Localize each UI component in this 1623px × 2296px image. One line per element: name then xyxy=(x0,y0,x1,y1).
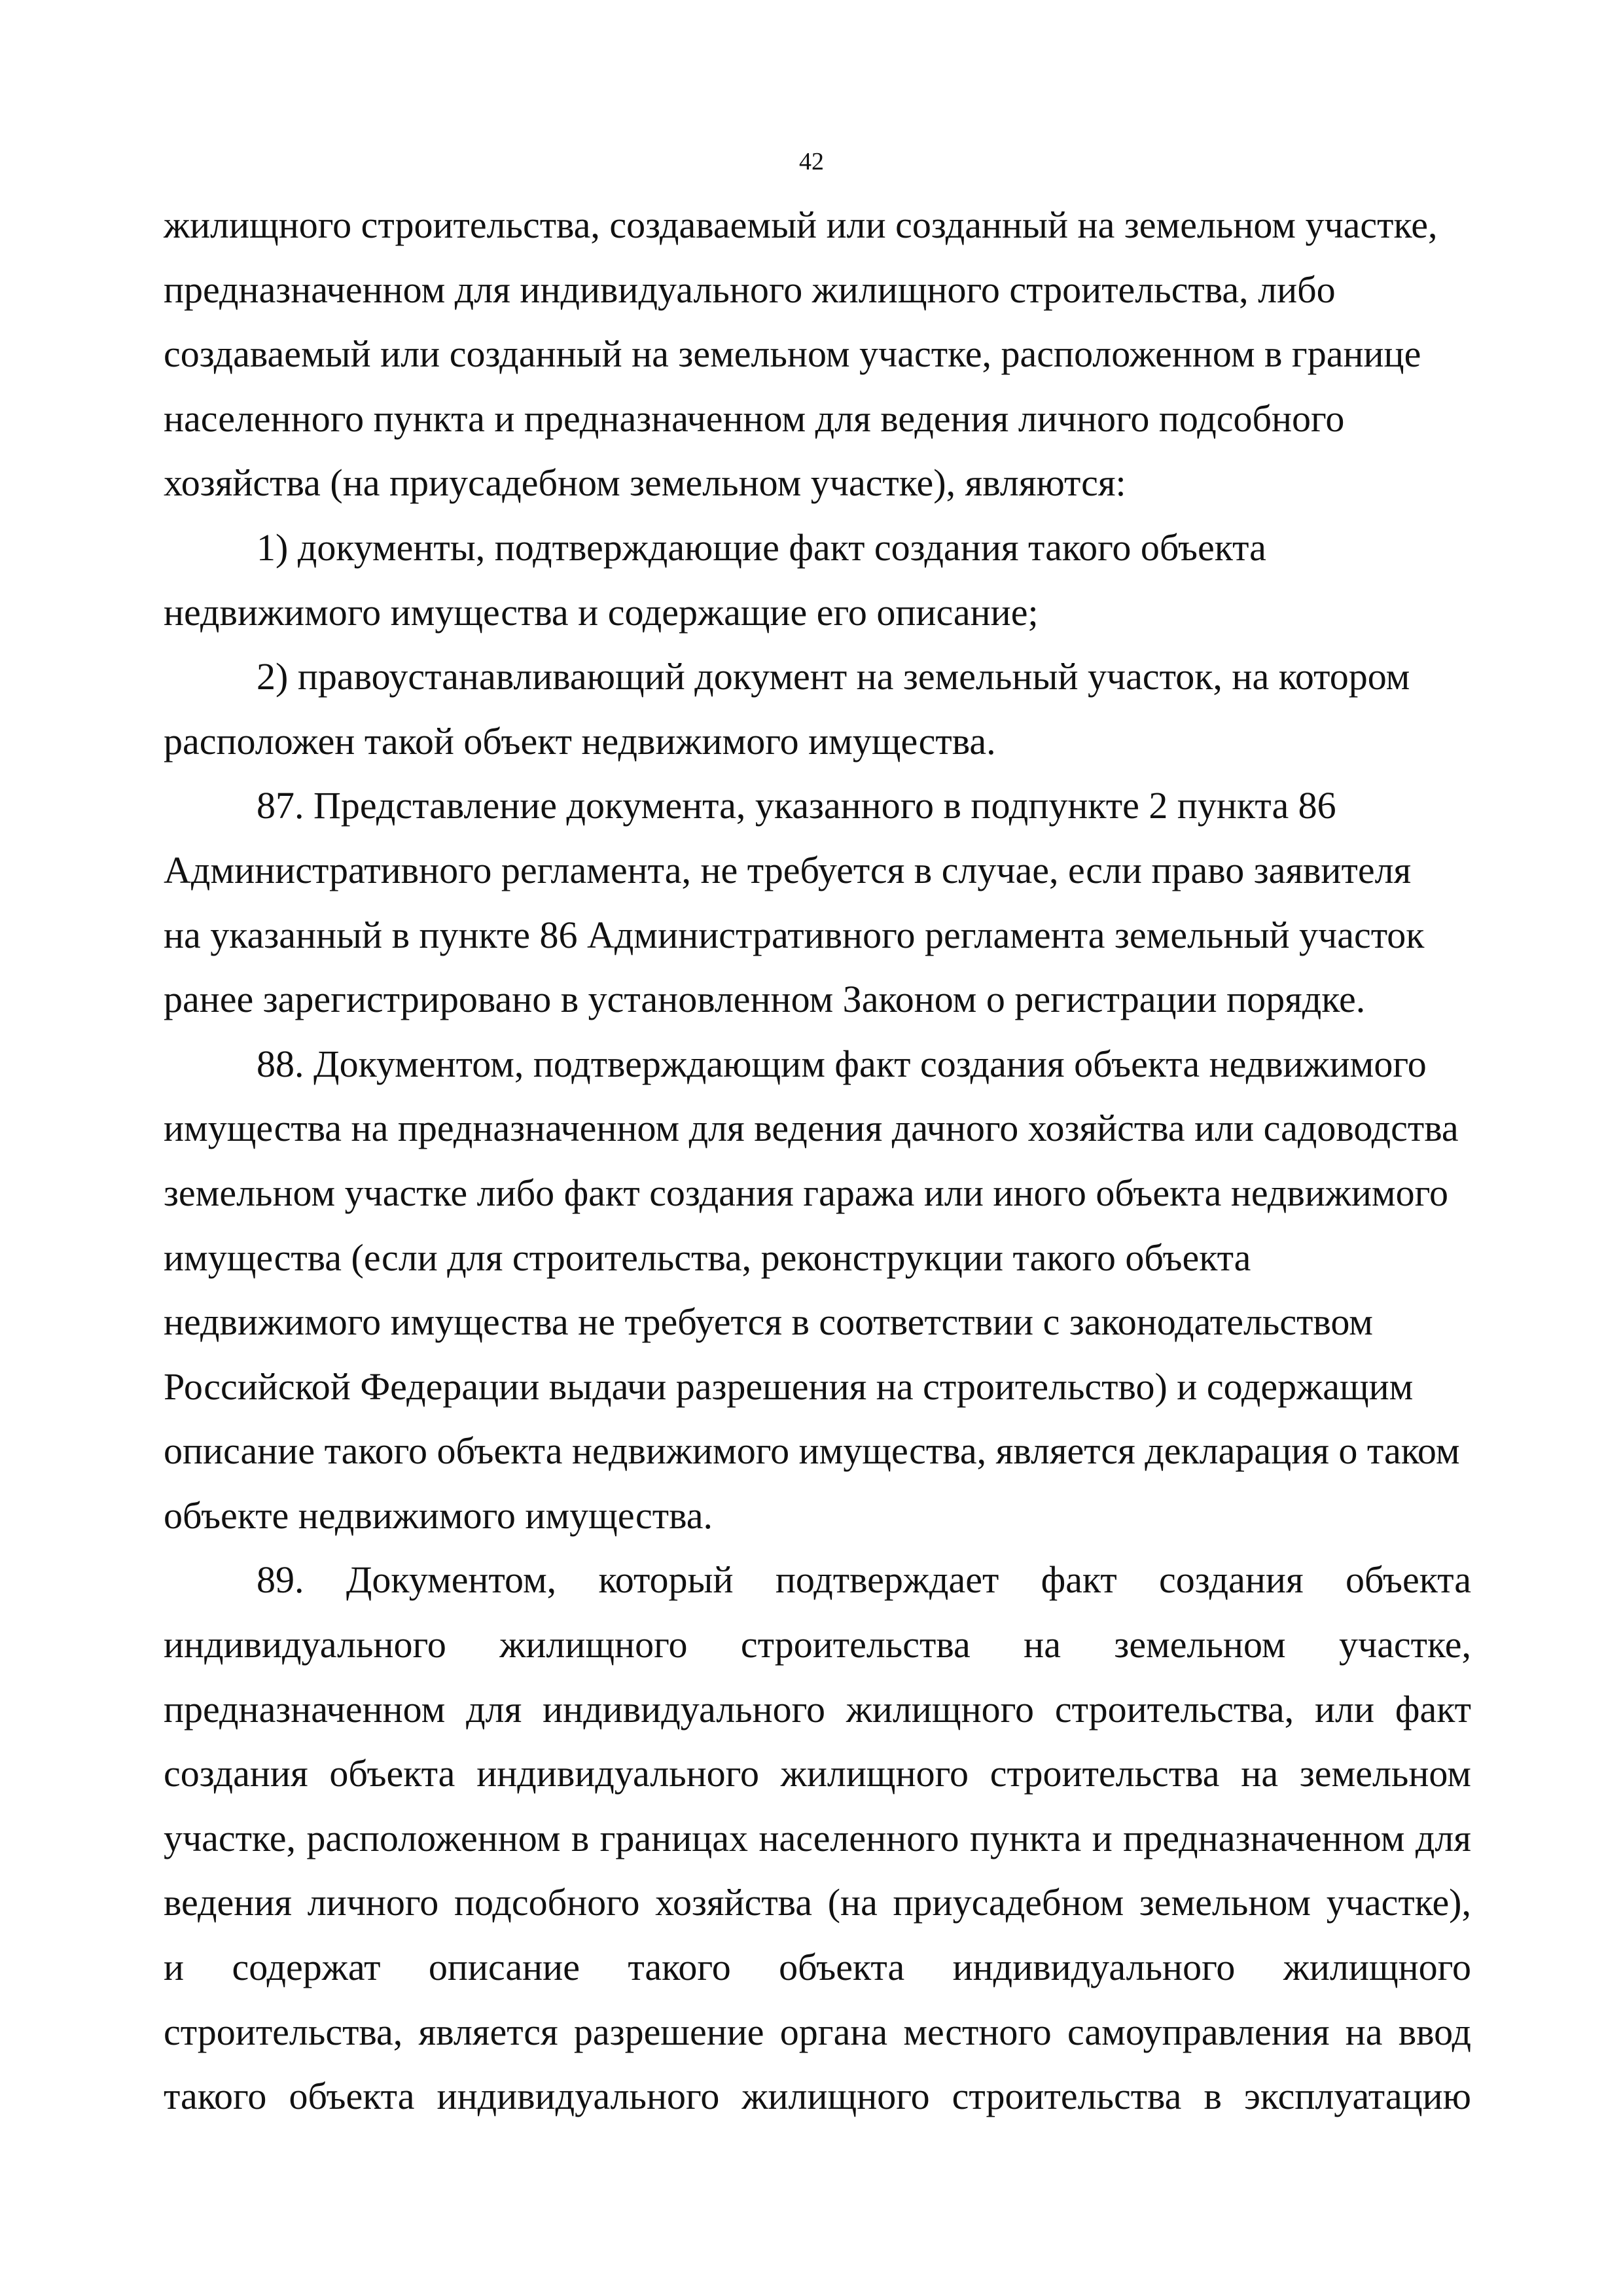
text-line: 88. Документом, подтверждающим факт создания объекта недвижимого xyxy=(257,1042,1427,1085)
paragraph-88 xyxy=(164,1032,1471,1549)
text-line: создаваемый или созданный на земельном участке, расположенном в границе xyxy=(164,332,1421,376)
text-line: жилищного строительства, создаваемый или созданный на земельном участке, xyxy=(164,204,1438,246)
text-line: ведения личного подсобного хозяйства (на приусадебном земельном участке), xyxy=(164,1881,1471,1924)
paragraph-continuation xyxy=(164,193,1471,516)
text-line: такого объекта индивидуального жилищного строительства в эксплуатацию xyxy=(164,2075,1471,2118)
text-line: имущества (если для строительства, реконструкции такого объекта xyxy=(164,1236,1251,1279)
text-line: индивидуального жилищного строительства на земельном участке, xyxy=(164,1623,1471,1666)
text-line: 87. Представление документа, указанного в подпункте 2 пункта 86 xyxy=(257,784,1336,827)
text-line: предназначенном для индивидуального жилищного строительства, либо xyxy=(164,268,1336,311)
paragraph-87 xyxy=(164,774,1471,1031)
document-body xyxy=(164,193,1471,2129)
text-line: расположен такой объект недвижимого имущества. xyxy=(164,719,996,762)
text-line: земельном участке либо факт создания гаража или иного объекта недвижимого xyxy=(164,1171,1448,1214)
text-line: 1) документы, подтверждающие факт создания такого объекта xyxy=(257,526,1266,569)
text-line: 2) правоустанавливающий документ на земельный участок, на котором xyxy=(257,655,1410,698)
paragraph-89 xyxy=(164,1548,1471,2128)
text-line: хозяйства (на приусадебном земельном участке), являются: xyxy=(164,461,1126,505)
text-line: предназначенном для индивидуального жилищного строительства, или факт xyxy=(164,1687,1471,1731)
text-line: Российской Федерации выдачи разрешения на строительство) и содержащим xyxy=(164,1365,1414,1408)
text-line: описание такого объекта недвижимого имущества, является декларация о таком xyxy=(164,1429,1460,1473)
text-line: ранее зарегистрировано в установленном Законом о регистрации порядке. xyxy=(164,978,1366,1021)
page-number: 42 xyxy=(799,148,824,175)
text-line: недвижимого имущества не требуется в соответствии с законодательством xyxy=(164,1300,1374,1344)
text-line: и содержат описание такого объекта индивидуального жилищного xyxy=(164,1946,1471,1989)
text-line: участке, расположенном в границах населенного пункта и предназначенном для xyxy=(164,1816,1471,1859)
text-line: создания объекта индивидуального жилищного строительства на земельном xyxy=(164,1752,1471,1795)
text-line: на указанный в пункте 86 Административного регламента земельный участок xyxy=(164,913,1425,956)
text-line: имущества на предназначенном для ведения дачного хозяйства или садоводства xyxy=(164,1107,1459,1150)
text-line: Административного регламента, не требуется в случае, если право заявителя xyxy=(164,848,1412,891)
paragraph-item-2 xyxy=(164,645,1471,774)
text-line: строительства, является разрешение органа местного самоуправления на ввод xyxy=(164,2010,1471,2053)
text-line: населенного пункта и предназначенном для ведения личного подсобного xyxy=(164,397,1345,440)
text-line: объекте недвижимого имущества. xyxy=(164,1494,713,1537)
text-line: 89. Документом, который подтверждает факт создания объекта xyxy=(257,1558,1471,1602)
text-line: недвижимого имущества и содержащие его описание; xyxy=(164,590,1039,634)
paragraph-item-1 xyxy=(164,516,1471,645)
